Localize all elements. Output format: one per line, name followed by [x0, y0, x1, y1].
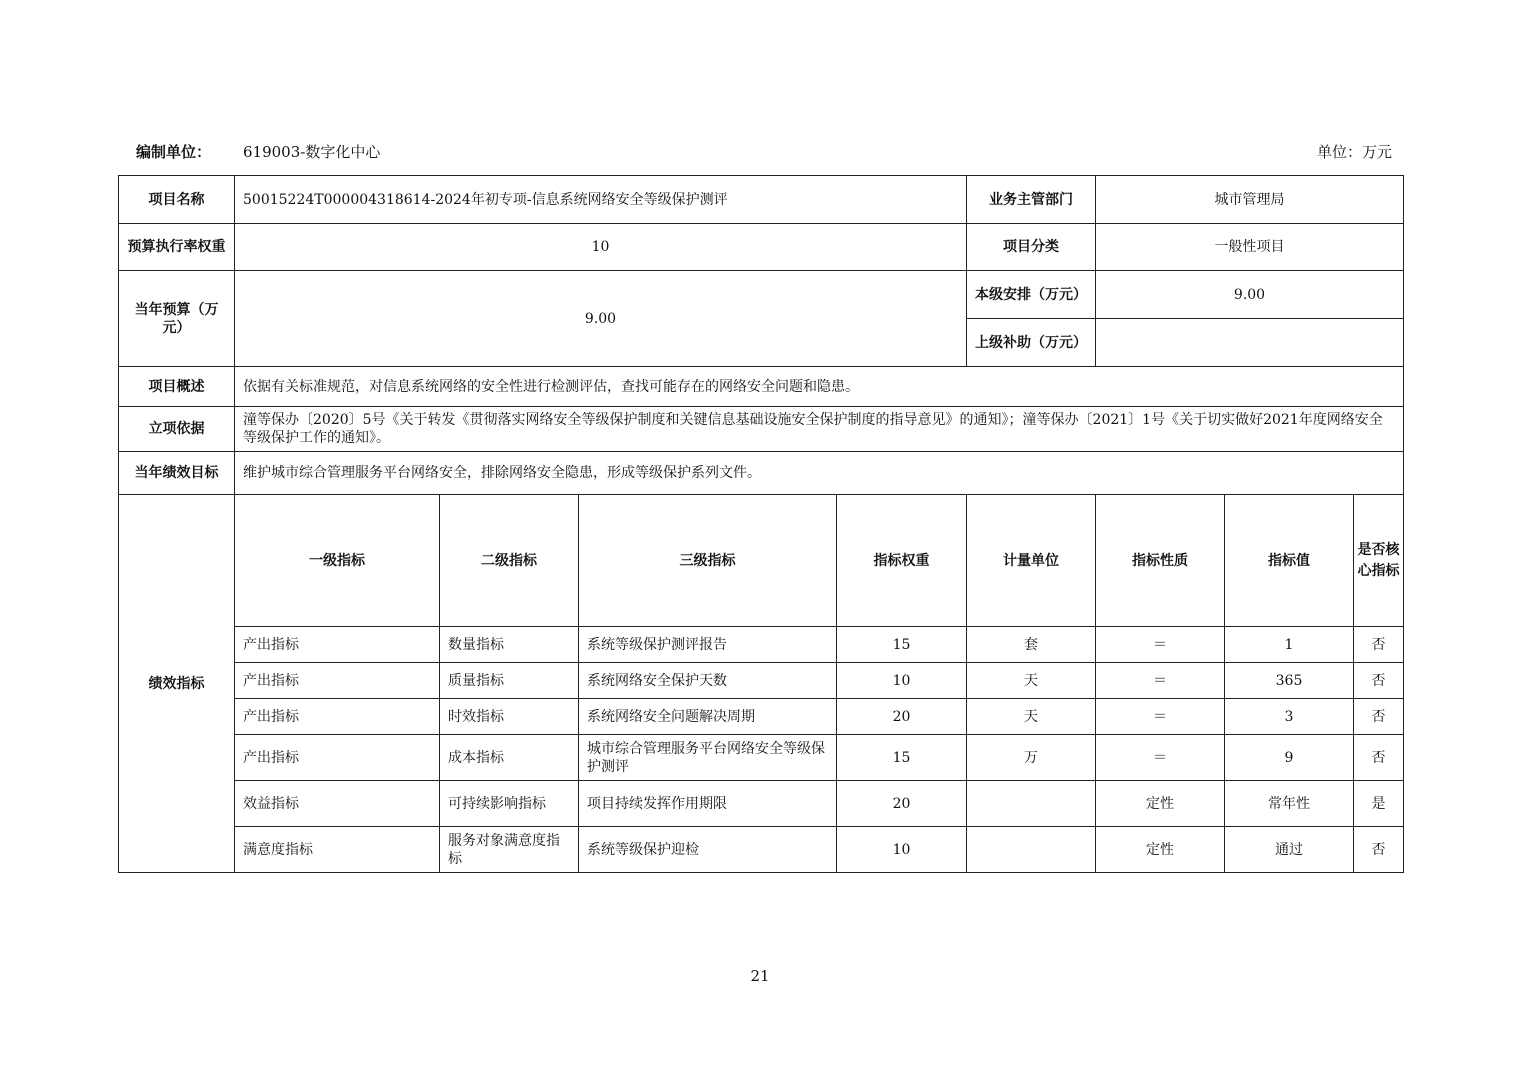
row4-unit: 万 [967, 735, 1096, 781]
row5-value: 常年性 [1225, 781, 1354, 827]
indicator-row [119, 627, 1404, 663]
indicator-row [119, 699, 1404, 735]
row2-unit: 天 [967, 663, 1096, 699]
compiler-value: 619003-数字化中心 [243, 143, 381, 161]
header-weight: 指标权重 [837, 495, 967, 627]
basis-row [119, 407, 1404, 452]
header-core: 是否核心指标 [1354, 495, 1404, 627]
row4-core: 否 [1354, 735, 1404, 781]
row5-level3: 项目持续发挥作用期限 [579, 781, 837, 827]
overview-row [119, 367, 1404, 407]
row6-level2: 服务对象满意度指标 [440, 827, 579, 873]
row1-level2: 数量指标 [440, 627, 579, 663]
row1-unit: 套 [967, 627, 1096, 663]
indicators-label: 绩效指标 [119, 495, 235, 873]
indicator-row [119, 781, 1404, 827]
goal-value: 维护城市综合管理服务平台网络安全，排除网络安全隐患，形成等级保护系列文件。 [235, 452, 1404, 495]
row1-level1: 产出指标 [235, 627, 440, 663]
row5-level2: 可持续影响指标 [440, 781, 579, 827]
overview-value: 依据有关标准规范，对信息系统网络的安全性进行检测评估，查找可能存在的网络安全问题和隐患。 [235, 367, 1404, 407]
budget-value: 9.00 [235, 271, 967, 367]
row6-weight: 10 [837, 827, 967, 873]
row3-level1: 产出指标 [235, 699, 440, 735]
row1-weight: 15 [837, 627, 967, 663]
basis-label: 立项依据 [119, 407, 235, 452]
row2-value: 365 [1225, 663, 1354, 699]
row5-core: 是 [1354, 781, 1404, 827]
category-label: 项目分类 [967, 224, 1096, 271]
subsidy-value [1096, 319, 1404, 367]
row5-unit [967, 781, 1096, 827]
project-name-row [119, 176, 1404, 224]
row3-unit: 天 [967, 699, 1096, 735]
row2-level3: 系统网络安全保护天数 [579, 663, 837, 699]
goal-label: 当年绩效目标 [119, 452, 235, 495]
rate-label: 预算执行率权重 [119, 224, 235, 271]
budget-label: 当年预算（万元） [119, 271, 235, 367]
row3-core: 否 [1354, 699, 1404, 735]
indicator-row [119, 735, 1404, 781]
project-name-label: 项目名称 [119, 176, 235, 224]
row3-level2: 时效指标 [440, 699, 579, 735]
performance-table [118, 175, 1404, 873]
local-value: 9.00 [1096, 271, 1404, 319]
header-level3: 三级指标 [579, 495, 837, 627]
row4-level2: 成本指标 [440, 735, 579, 781]
row3-nature: ＝ [1096, 699, 1225, 735]
indicator-row [119, 663, 1404, 699]
row2-weight: 10 [837, 663, 967, 699]
row1-level3: 系统等级保护测评报告 [579, 627, 837, 663]
row3-weight: 20 [837, 699, 967, 735]
row6-unit [967, 827, 1096, 873]
row2-level1: 产出指标 [235, 663, 440, 699]
dept-label: 业务主管部门 [967, 176, 1096, 224]
row4-level1: 产出指标 [235, 735, 440, 781]
row1-value: 1 [1225, 627, 1354, 663]
overview-label: 项目概述 [119, 367, 235, 407]
row4-weight: 15 [837, 735, 967, 781]
row6-nature: 定性 [1096, 827, 1225, 873]
project-name-value: 50015224T000004318614-2024年初专项-信息系统网络安全等级保护测评 [235, 176, 967, 224]
row3-value: 3 [1225, 699, 1354, 735]
indicator-header-row [119, 495, 1404, 627]
header-level1: 一级指标 [235, 495, 440, 627]
row2-core: 否 [1354, 663, 1404, 699]
indicator-row [119, 827, 1404, 873]
row6-level1: 满意度指标 [235, 827, 440, 873]
row4-value: 9 [1225, 735, 1354, 781]
page-number: 21 [750, 967, 770, 985]
rate-value: 10 [235, 224, 967, 271]
header-unit: 计量单位 [967, 495, 1096, 627]
compiler-label: 编制单位： [136, 143, 212, 161]
row6-core: 否 [1354, 827, 1404, 873]
row5-level1: 效益指标 [235, 781, 440, 827]
category-value: 一般性项目 [1096, 224, 1404, 271]
header-nature: 指标性质 [1096, 495, 1225, 627]
row6-value: 通过 [1225, 827, 1354, 873]
header-value: 指标值 [1225, 495, 1354, 627]
row1-nature: ＝ [1096, 627, 1225, 663]
row6-level3: 系统等级保护迎检 [579, 827, 837, 873]
row3-level3: 系统网络安全问题解决周期 [579, 699, 837, 735]
unit-label: 单位：万元 [1316, 143, 1392, 161]
basis-value: 潼等保办〔2020〕5号《关于转发《贯彻落实网络安全等级保护制度和关键信息基础设施安全保护制度的指导意见》的通知》；潼等保办〔2021〕1号《关于切实做好2021年度网络安全等级保护工作的通知》。 [235, 407, 1404, 452]
row2-nature: ＝ [1096, 663, 1225, 699]
row1-core: 否 [1354, 627, 1404, 663]
row5-weight: 20 [837, 781, 967, 827]
row5-nature: 定性 [1096, 781, 1225, 827]
local-label: 本级安排（万元） [967, 271, 1096, 319]
row4-nature: ＝ [1096, 735, 1225, 781]
subsidy-label: 上级补助（万元） [967, 319, 1096, 367]
header-level2: 二级指标 [440, 495, 579, 627]
goal-row [119, 452, 1404, 495]
row2-level2: 质量指标 [440, 663, 579, 699]
row4-level3: 城市综合管理服务平台网络安全等级保护测评 [579, 735, 837, 781]
budget-row [119, 271, 1404, 319]
rate-row [119, 224, 1404, 271]
dept-value: 城市管理局 [1096, 176, 1404, 224]
